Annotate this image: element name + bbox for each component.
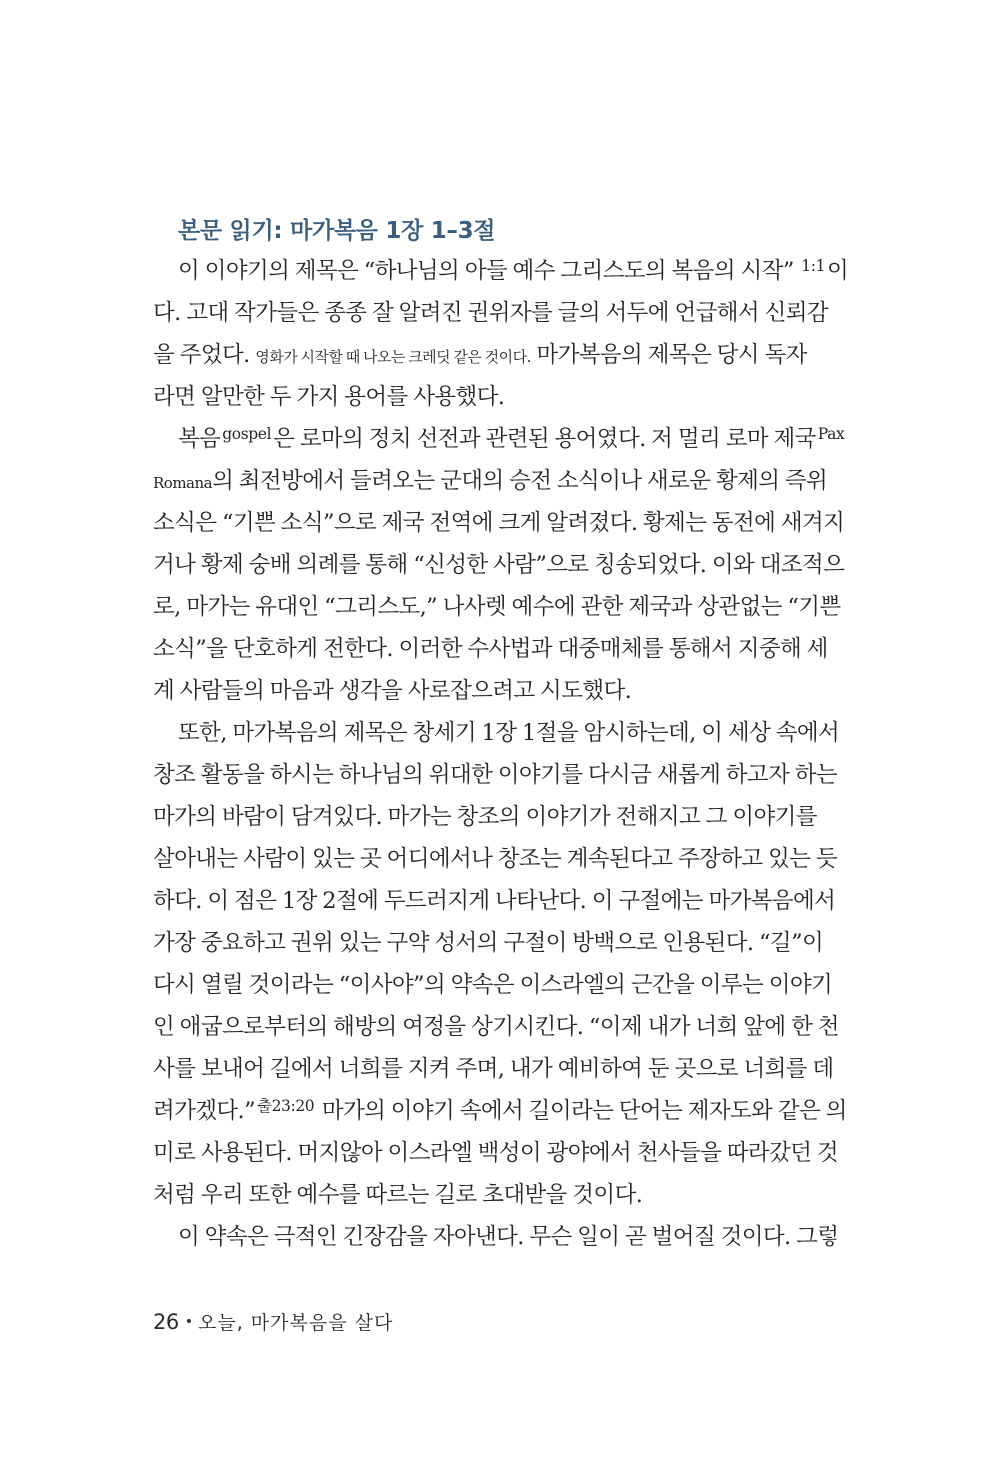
gloss-note: Romana bbox=[153, 474, 213, 492]
paragraph-3-line-2: 창조 활동을 하시는 하나님의 위대한 이야기를 다시금 새롭게 하고자 하는 bbox=[153, 762, 838, 788]
page-number: 26 bbox=[153, 1310, 179, 1334]
paragraph-1-line-1: 이 이야기의 제목은 “하나님의 아들 예수 그리스도의 복음의 시작” $^{1:1}$이 bbox=[178, 257, 849, 284]
paragraph-2-line-1: 복음 $^{gospel}$은 로마의 정치 선전과 관련된 용어였다. 저 멀리 로마 제국 $^{Pax}$ bbox=[178, 425, 845, 452]
paragraph-2-line-5: 로, 마가는 유대인 “그리스도,” 나사렛 예수에 관한 제국과 상관없는 “기쁜 bbox=[153, 594, 841, 620]
paragraph-3-line-12: 처럼 우리 또한 예수를 따르는 길로 초대받을 것이다. bbox=[153, 1182, 643, 1208]
body-text bbox=[153, 250, 849, 1258]
footer-separator: • bbox=[184, 1314, 193, 1330]
paragraph-3-line-9: 사를 보내어 길에서 너희를 지켜 주며, 내가 예비하여 둔 곳으로 너희를 데 bbox=[153, 1056, 834, 1082]
paragraph-2-line-7: 계 사람들의 마음과 생각을 사로잡으려고 시도했다. bbox=[153, 678, 632, 704]
paragraph-1-line-2: 다. 고대 작가들은 종종 잘 알려진 권위자를 글의 서두에 언급해서 신뢰감 bbox=[153, 300, 828, 326]
paragraph-3-line-3: 마가의 바람이 담겨있다. 마가는 창조의 이야기가 전해지고 그 이야기를 bbox=[153, 804, 817, 830]
paragraph-3-line-1: 또한, 마가복음의 제목은 창세기 1장 1절을 암시하는데, 이 세상 속에서 bbox=[178, 720, 840, 746]
paragraph-3-line-7: 다시 열릴 것이라는 “이사야”의 약속은 이스라엘의 근간을 이루는 이야기 bbox=[153, 972, 833, 998]
paragraph-2-line-2: Romana의 최전방에서 들려오는 군대의 승전 소식이나 새로운 황제의 즉위 bbox=[153, 468, 828, 494]
paragraph-3-line-6: 가장 중요하고 권위 있는 구약 성서의 구절이 방백으로 인용된다. “길”이 bbox=[153, 930, 824, 956]
paragraph-2-line-6: 소식”을 단호하게 전한다. 이러한 수사법과 대중매체를 통해서 지중해 세 bbox=[153, 636, 828, 662]
paragraph-1-line-3: 을 주었다. 영화가 시작할 때 나오는 크레딧 같은 것이다. 마가복음의 제목은 당시 독자 bbox=[153, 342, 807, 368]
verse-reference: 1:1 bbox=[801, 257, 826, 275]
gloss-note: gospel bbox=[222, 425, 272, 443]
paragraph-2-line-3: 소식은 “기쁜 소식”으로 제국 전역에 크게 알려졌다. 황제는 동전에 새겨지 bbox=[153, 510, 845, 536]
paragraph-3-line-11: 미로 사용된다. 머지않아 이스라엘 백성이 광야에서 천사들을 따라갔던 것 bbox=[153, 1140, 839, 1166]
paragraph-3-line-5: 하다. 이 점은 1장 2절에 두드러지게 나타난다. 이 구절에는 마가복음에서 bbox=[153, 888, 836, 914]
verse-reference: 출23:20 bbox=[257, 1097, 315, 1115]
paragraph-2-line-4: 거나 황제 숭배 의례를 통해 “신성한 사람”으로 칭송되었다. 이와 대조적으 bbox=[153, 552, 845, 578]
section-heading: 본문 읽기: 마가복음 1장 1–3절 bbox=[178, 218, 496, 244]
page-footer bbox=[153, 1308, 393, 1335]
paragraph-1-line-4: 라면 알만한 두 가지 용어를 사용했다. bbox=[153, 384, 505, 410]
paragraph-3-line-4: 살아내는 사람이 있는 곳 어디에서나 창조는 계속된다고 주장하고 있는 듯 bbox=[153, 846, 838, 872]
running-title: 오늘, 마가복음을 살다 bbox=[198, 1312, 394, 1334]
inline-note: 영화가 시작할 때 나오는 크레딧 같은 것이다. bbox=[255, 348, 531, 366]
paragraph-3-line-10: 려가겠다.” $^{출23:20}$ 마가의 이야기 속에서 길이라는 단어는 제자도와 같은 의 bbox=[153, 1097, 847, 1124]
paragraph-3-line-8: 인 애굽으로부터의 해방의 여정을 상기시킨다. “이제 내가 너희 앞에 한 천 bbox=[153, 1014, 839, 1040]
paragraph-4-line-1: 이 약속은 극적인 긴장감을 자아낸다. 무슨 일이 곧 벌어질 것이다. 그렇 bbox=[178, 1224, 839, 1250]
gloss-note: Pax bbox=[817, 425, 845, 443]
